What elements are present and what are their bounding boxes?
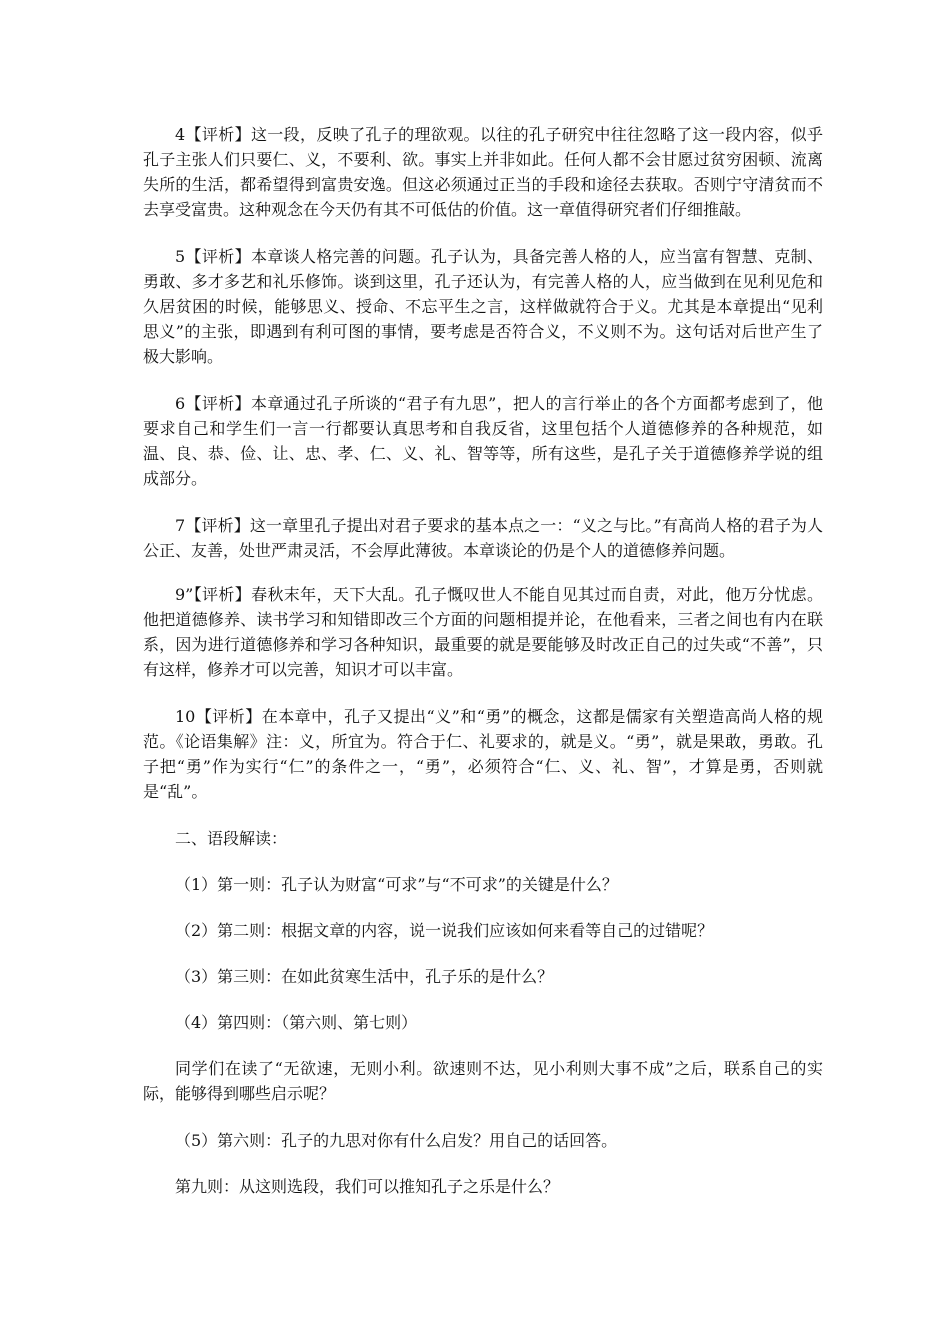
- commentary-paragraph-6: 6【评析】本章通过孔子所谈的“君子有九思”，把人的言行举止的各个方面都考虑到了，他要求自己和学生们一言一行都要认真思考和自我反省，这里包括个人道德修养的各种规范，如温、良、恭、俭、让、忠、孝、仁、义、礼、智等等，所有这些，是孔子关于道德修养学说的组成部分。: [143, 394, 823, 488]
- question-5: （5）第六则：孔子的九思对你有什么启发？用自己的话回答。: [175, 1131, 618, 1150]
- question-1: （1）第一则：孔子认为财富“可求”与“不可求”的关键是什么？: [175, 875, 618, 894]
- commentary-paragraph-5: 5【评析】本章谈人格完善的问题。孔子认为，具备完善人格的人，应当富有智慧、克制、勇敢、多才多艺和礼乐修饰。谈到这里，孔子还认为，有完善人格的人，应当做到在见利见危和久居贫困的时候，能够思义、授命、不忘平生之言，这样做就符合于义。尤其是本章提出“见利思义”的主张，即遇到有利可图的事情，要考虑是否符合义，不义则不为。这句话对后世产生了极大影响。: [143, 247, 823, 366]
- commentary-paragraph-4: 4【评析】这一段，反映了孔子的理欲观。以往的孔子研究中往往忽略了这一段内容，似乎孔子主张人们只要仁、义，不要利、欲。事实上并非如此。任何人都不会甘愿过贫穷困顿、流离失所的生活，都希望得到富贵安逸。但这必须通过正当的手段和途径去获取。否则宁守清贫而不去享受富贵。这种观念在今天仍有其不可低估的价值。这一章值得研究者们仔细推敲。: [143, 125, 823, 219]
- question-4-prompt: 同学们在读了“无欲速，无则小利。欲速则不达，见小利则大事不成”之后，联系自己的实际，能够得到哪些启示呢？: [143, 1059, 823, 1103]
- section-heading: 二、语段解读：: [175, 829, 288, 848]
- commentary-paragraph-9: 9”【评析】春秋末年，天下大乱。孔子慨叹世人不能自见其过而自责，对此，他万分忧虑。他把道德修养、读书学习和知错即改三个方面的问题相提并论，在他看来，三者之间也有内在联系，因为进行道德修养和学习各种知识，最重要的就是要能够及时改正自己的过失或“不善”，只有这样，修养才可以完善，知识才可以丰富。: [143, 585, 823, 679]
- question-9: 第九则：从这则选段，我们可以推知孔子之乐是什么？: [175, 1177, 560, 1196]
- question-4: （4）第四则：（第六则、第七则）: [175, 1013, 418, 1032]
- commentary-paragraph-10: 10【评析】在本章中，孔子又提出“义”和“勇”的概念，这都是儒家有关塑造高尚人格的规范。《论语集解》注：义，所宜为。符合于仁、礼要求的，就是义。“勇”，就是果敢，勇敢。孔子把“勇”作为实行“仁”的条件之一，“勇”，必须符合“仁、义、礼、智”，才算是勇，否则就是“乱”。: [143, 707, 823, 801]
- commentary-paragraph-7: 7【评析】这一章里孔子提出对君子要求的基本点之一：“义之与比。”有高尚人格的君子为人公正、友善，处世严肃灵活，不会厚此薄彼。本章谈论的仍是个人的道德修养问题。: [143, 516, 823, 560]
- document-body: [143, 122, 823, 1220]
- question-2: （2）第二则：根据文章的内容，说一说我们应该如何来看等自己的过错呢？: [175, 921, 714, 940]
- question-3: （3）第三则：在如此贫寒生活中，孔子乐的是什么？: [175, 967, 554, 986]
